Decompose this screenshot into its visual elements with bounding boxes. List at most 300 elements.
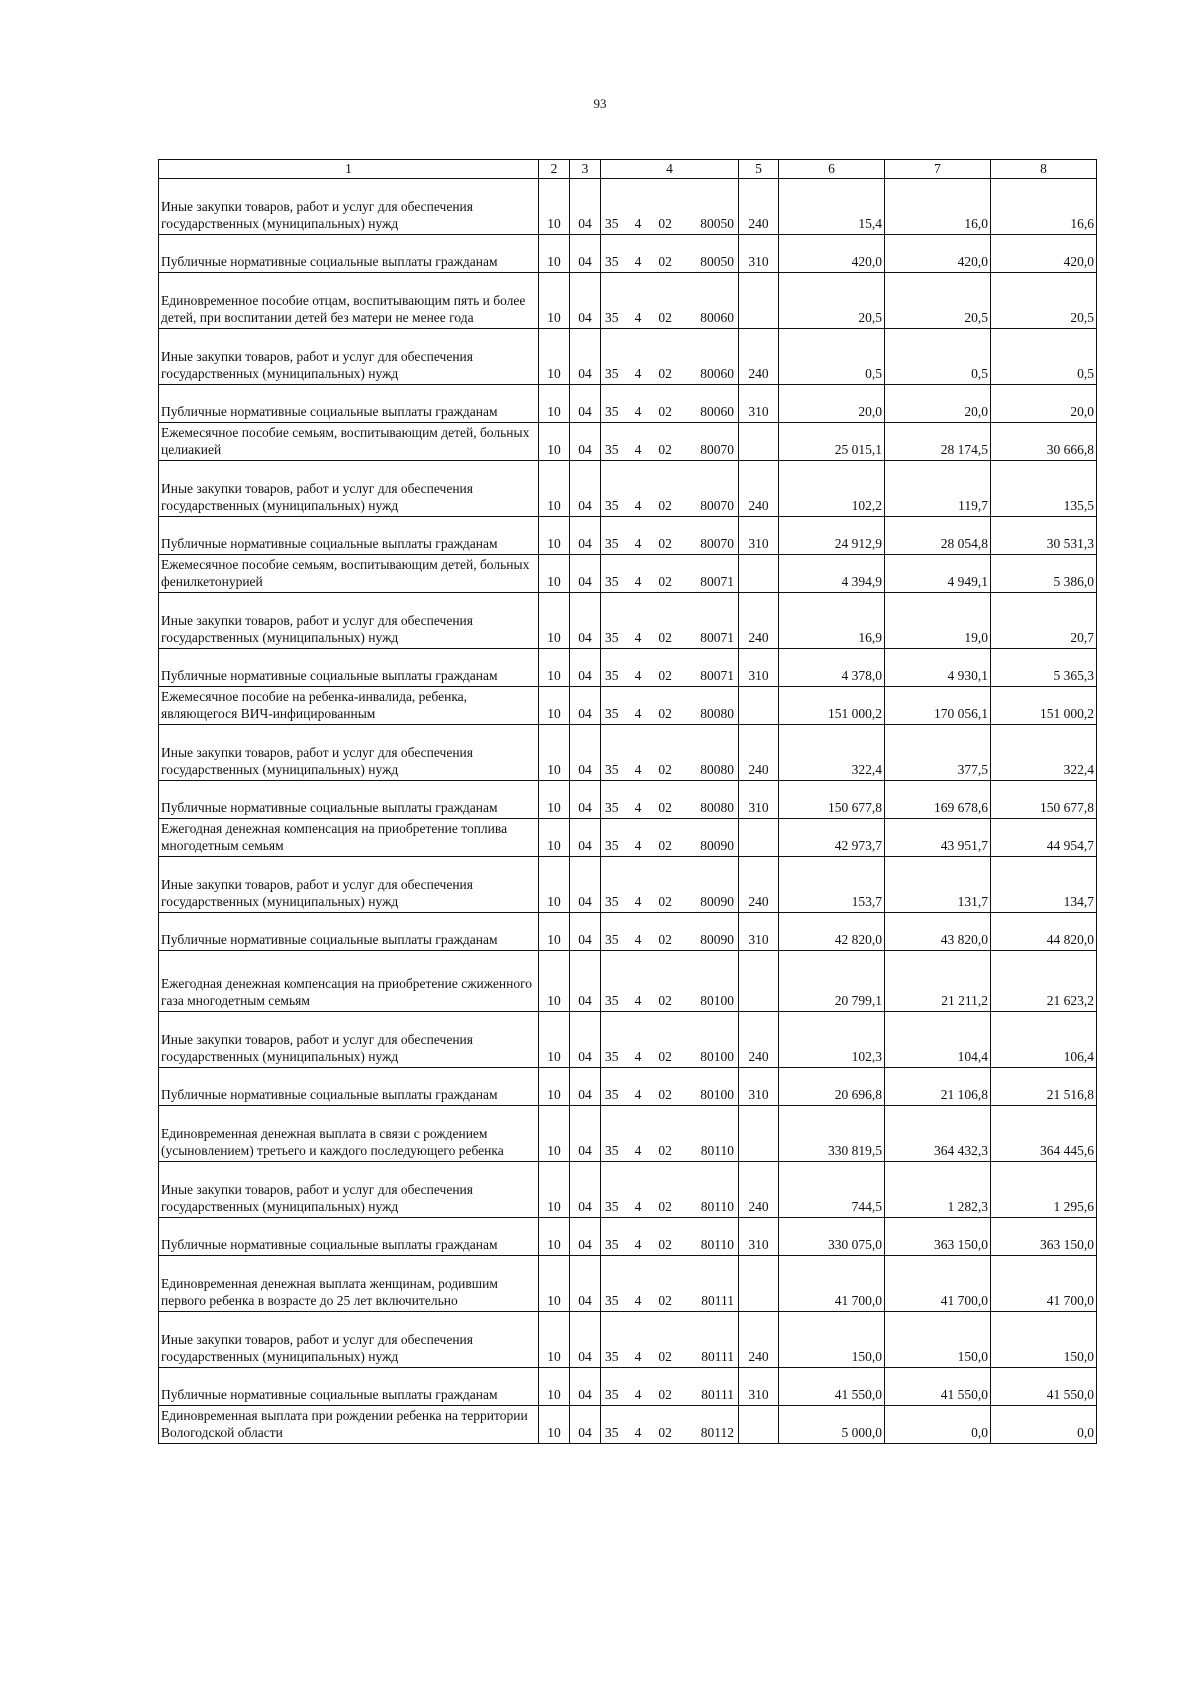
code-part-subprogram: 02 [658, 706, 672, 722]
amount-year1-cell: 41 550,0 [779, 1368, 885, 1406]
amount-year3-cell: 150 677,8 [991, 781, 1097, 819]
amount-year3-cell: 5 365,3 [991, 649, 1097, 687]
subsection-cell: 04 [570, 593, 601, 649]
amount-year3-cell: 0,0 [991, 1406, 1097, 1444]
row-name-cell: Иные закупки товаров, работ и услуг для обеспечения государственных (муниципальных) нужд [159, 857, 539, 913]
code-part-type: 4 [634, 838, 642, 854]
code-part-type: 4 [634, 442, 642, 458]
column-header-7: 7 [885, 160, 991, 179]
expense-type-cell [739, 1256, 779, 1312]
code-part-subprogram: 02 [658, 254, 672, 270]
amount-year3-cell: 150,0 [991, 1312, 1097, 1368]
column-header-8: 8 [991, 160, 1097, 179]
expense-type-cell [739, 555, 779, 593]
target-article-code [605, 404, 734, 421]
target-article-cell [601, 555, 739, 593]
target-article-code [605, 1143, 734, 1160]
section-cell: 10 [539, 819, 570, 857]
target-article-cell [601, 461, 739, 517]
code-part-type: 4 [634, 1293, 642, 1309]
code-part-type: 4 [634, 993, 642, 1009]
subsection-cell: 04 [570, 1256, 601, 1312]
code-part-direction: 80110 [700, 1237, 734, 1253]
table-row [159, 1368, 1097, 1406]
section-cell: 10 [539, 687, 570, 725]
code-part-program: 35 [605, 800, 619, 816]
target-article-code [605, 1049, 734, 1066]
row-name-cell: Публичные нормативные социальные выплаты гражданам [159, 649, 539, 687]
code-part-direction: 80100 [700, 1049, 734, 1065]
target-article-cell [601, 857, 739, 913]
row-name-cell: Ежегодная денежная компенсация на приобретение топлива многодетным семьям [159, 819, 539, 857]
expense-type-cell [739, 687, 779, 725]
subsection-cell: 04 [570, 1068, 601, 1106]
target-article-code [605, 310, 734, 327]
amount-year1-cell: 102,3 [779, 1012, 885, 1068]
row-name-cell: Иные закупки товаров, работ и услуг для обеспечения государственных (муниципальных) нужд [159, 1162, 539, 1218]
expense-type-cell: 240 [739, 725, 779, 781]
section-cell: 10 [539, 857, 570, 913]
section-cell: 10 [539, 385, 570, 423]
table-row [159, 857, 1097, 913]
expense-type-cell: 310 [739, 1368, 779, 1406]
target-article-cell [601, 235, 739, 273]
amount-year3-cell: 44 954,7 [991, 819, 1097, 857]
section-cell: 10 [539, 1218, 570, 1256]
target-article-cell [601, 517, 739, 555]
amount-year3-cell: 420,0 [991, 235, 1097, 273]
amount-year1-cell: 150,0 [779, 1312, 885, 1368]
table-row [159, 913, 1097, 951]
amount-year1-cell: 42 820,0 [779, 913, 885, 951]
code-part-subprogram: 02 [658, 498, 672, 514]
target-article-cell [601, 687, 739, 725]
code-part-program: 35 [605, 762, 619, 778]
row-name-cell: Иные закупки товаров, работ и услуг для обеспечения государственных (муниципальных) нужд [159, 461, 539, 517]
amount-year1-cell: 4 394,9 [779, 555, 885, 593]
section-cell: 10 [539, 725, 570, 781]
amount-year1-cell: 330 075,0 [779, 1218, 885, 1256]
subsection-cell: 04 [570, 1106, 601, 1162]
expense-type-cell: 240 [739, 1312, 779, 1368]
table-row [159, 329, 1097, 385]
expense-type-cell [739, 423, 779, 461]
code-part-direction: 80071 [700, 630, 734, 646]
code-part-program: 35 [605, 1143, 619, 1159]
code-part-type: 4 [634, 762, 642, 778]
code-part-subprogram: 02 [658, 366, 672, 382]
code-part-subprogram: 02 [658, 993, 672, 1009]
amount-year2-cell: 41 550,0 [885, 1368, 991, 1406]
subsection-cell: 04 [570, 423, 601, 461]
amount-year2-cell: 0,5 [885, 329, 991, 385]
amount-year3-cell: 151 000,2 [991, 687, 1097, 725]
code-part-direction: 80071 [700, 668, 734, 684]
code-part-type: 4 [634, 1349, 642, 1365]
row-name-cell: Публичные нормативные социальные выплаты гражданам [159, 385, 539, 423]
code-part-program: 35 [605, 1087, 619, 1103]
code-part-type: 4 [634, 1199, 642, 1215]
code-part-subprogram: 02 [658, 1387, 672, 1403]
subsection-cell: 04 [570, 1012, 601, 1068]
code-part-subprogram: 02 [658, 442, 672, 458]
column-header-5: 5 [739, 160, 779, 179]
row-name-cell: Публичные нормативные социальные выплаты гражданам [159, 1368, 539, 1406]
target-article-code [605, 932, 734, 949]
target-article-code [605, 1387, 734, 1404]
amount-year2-cell: 41 700,0 [885, 1256, 991, 1312]
code-part-type: 4 [634, 366, 642, 382]
amount-year2-cell: 20,0 [885, 385, 991, 423]
expense-type-cell: 240 [739, 1012, 779, 1068]
target-article-cell [601, 423, 739, 461]
table-row [159, 1068, 1097, 1106]
table-row [159, 781, 1097, 819]
code-part-direction: 80050 [700, 254, 734, 270]
amount-year1-cell: 15,4 [779, 179, 885, 235]
code-part-subprogram: 02 [658, 1349, 672, 1365]
target-article-cell [601, 1368, 739, 1406]
target-article-code [605, 254, 734, 271]
target-article-cell [601, 1162, 739, 1218]
subsection-cell: 04 [570, 819, 601, 857]
code-part-type: 4 [634, 536, 642, 552]
code-part-subprogram: 02 [658, 574, 672, 590]
amount-year1-cell: 25 015,1 [779, 423, 885, 461]
subsection-cell: 04 [570, 461, 601, 517]
code-part-program: 35 [605, 706, 619, 722]
subsection-cell: 04 [570, 1368, 601, 1406]
amount-year1-cell: 16,9 [779, 593, 885, 649]
code-part-direction: 80080 [700, 706, 734, 722]
code-part-type: 4 [634, 1425, 642, 1441]
amount-year1-cell: 744,5 [779, 1162, 885, 1218]
row-name-cell: Иные закупки товаров, работ и услуг для обеспечения государственных (муниципальных) нужд [159, 1012, 539, 1068]
code-part-subprogram: 02 [658, 838, 672, 854]
amount-year3-cell: 41 700,0 [991, 1256, 1097, 1312]
amount-year2-cell: 43 820,0 [885, 913, 991, 951]
table-row [159, 1012, 1097, 1068]
table-row [159, 235, 1097, 273]
code-part-subprogram: 02 [658, 1049, 672, 1065]
code-part-program: 35 [605, 1237, 619, 1253]
expense-type-cell: 310 [739, 517, 779, 555]
code-part-subprogram: 02 [658, 216, 672, 232]
amount-year3-cell: 21 623,2 [991, 951, 1097, 1012]
code-part-subprogram: 02 [658, 1425, 672, 1441]
code-part-direction: 80070 [700, 536, 734, 552]
section-cell: 10 [539, 1368, 570, 1406]
amount-year2-cell: 377,5 [885, 725, 991, 781]
expense-type-cell: 310 [739, 781, 779, 819]
row-name-cell: Единовременная денежная выплата в связи с рождением (усыновлением) третьего и каждого последующего ребенка [159, 1106, 539, 1162]
target-article-code [605, 800, 734, 817]
row-name-cell: Иные закупки товаров, работ и услуг для обеспечения государственных (муниципальных) нужд [159, 179, 539, 235]
amount-year3-cell: 20,5 [991, 273, 1097, 329]
section-cell: 10 [539, 235, 570, 273]
code-part-type: 4 [634, 404, 642, 420]
amount-year1-cell: 330 819,5 [779, 1106, 885, 1162]
target-article-code [605, 216, 734, 233]
code-part-program: 35 [605, 1425, 619, 1441]
target-article-code [605, 668, 734, 685]
amount-year2-cell: 169 678,6 [885, 781, 991, 819]
code-part-program: 35 [605, 216, 619, 232]
amount-year3-cell: 41 550,0 [991, 1368, 1097, 1406]
target-article-code [605, 1425, 734, 1442]
code-part-program: 35 [605, 932, 619, 948]
row-name-cell: Ежемесячное пособие на ребенка-инвалида, ребенка, являющегося ВИЧ-инфицированным [159, 687, 539, 725]
amount-year2-cell: 21 211,2 [885, 951, 991, 1012]
target-article-code [605, 1293, 734, 1310]
target-article-cell [601, 1106, 739, 1162]
expense-type-cell: 310 [739, 1218, 779, 1256]
column-header-2: 2 [539, 160, 570, 179]
subsection-cell: 04 [570, 1406, 601, 1444]
target-article-code [605, 1087, 734, 1104]
code-part-direction: 80070 [700, 498, 734, 514]
table-row [159, 687, 1097, 725]
target-article-code [605, 1349, 734, 1366]
expense-type-cell: 310 [739, 385, 779, 423]
row-name-cell: Ежемесячное пособие семьям, воспитывающим детей, больных целиакией [159, 423, 539, 461]
code-part-program: 35 [605, 894, 619, 910]
code-part-type: 4 [634, 1387, 642, 1403]
section-cell: 10 [539, 1162, 570, 1218]
amount-year3-cell: 322,4 [991, 725, 1097, 781]
column-header-6: 6 [779, 160, 885, 179]
amount-year2-cell: 364 432,3 [885, 1106, 991, 1162]
target-article-cell [601, 1312, 739, 1368]
amount-year1-cell: 153,7 [779, 857, 885, 913]
row-name-cell: Иные закупки товаров, работ и услуг для обеспечения государственных (муниципальных) нужд [159, 593, 539, 649]
code-part-type: 4 [634, 1237, 642, 1253]
column-number-row [159, 160, 1097, 179]
code-part-type: 4 [634, 706, 642, 722]
table-row [159, 593, 1097, 649]
target-article-cell [601, 781, 739, 819]
code-part-subprogram: 02 [658, 1143, 672, 1159]
code-part-direction: 80060 [700, 404, 734, 420]
subsection-cell: 04 [570, 781, 601, 819]
target-article-code [605, 574, 734, 591]
row-name-cell: Ежегодная денежная компенсация на приобретение сжиженного газа многодетным семьям [159, 951, 539, 1012]
table-row [159, 1162, 1097, 1218]
code-part-direction: 80071 [700, 574, 734, 590]
target-article-cell [601, 1218, 739, 1256]
section-cell: 10 [539, 517, 570, 555]
budget-table [158, 159, 1097, 1444]
target-article-cell [601, 649, 739, 687]
target-article-code [605, 498, 734, 515]
table-row [159, 273, 1097, 329]
table-row [159, 819, 1097, 857]
row-name-cell: Публичные нормативные социальные выплаты гражданам [159, 913, 539, 951]
amount-year1-cell: 151 000,2 [779, 687, 885, 725]
section-cell: 10 [539, 913, 570, 951]
row-name-cell: Публичные нормативные социальные выплаты гражданам [159, 1068, 539, 1106]
amount-year1-cell: 420,0 [779, 235, 885, 273]
expense-type-cell: 240 [739, 857, 779, 913]
code-part-program: 35 [605, 536, 619, 552]
code-part-program: 35 [605, 498, 619, 514]
target-article-cell [601, 1012, 739, 1068]
code-part-type: 4 [634, 894, 642, 910]
target-article-code [605, 630, 734, 647]
subsection-cell: 04 [570, 329, 601, 385]
amount-year2-cell: 28 054,8 [885, 517, 991, 555]
amount-year3-cell: 1 295,6 [991, 1162, 1097, 1218]
subsection-cell: 04 [570, 1218, 601, 1256]
subsection-cell: 04 [570, 649, 601, 687]
code-part-direction: 80080 [700, 762, 734, 778]
target-article-cell [601, 593, 739, 649]
subsection-cell: 04 [570, 555, 601, 593]
amount-year2-cell: 43 951,7 [885, 819, 991, 857]
code-part-program: 35 [605, 254, 619, 270]
code-part-direction: 80112 [700, 1425, 734, 1441]
expense-type-cell [739, 273, 779, 329]
amount-year1-cell: 20 799,1 [779, 951, 885, 1012]
target-article-code [605, 536, 734, 553]
amount-year2-cell: 4 949,1 [885, 555, 991, 593]
amount-year3-cell: 106,4 [991, 1012, 1097, 1068]
code-part-type: 4 [634, 498, 642, 514]
code-part-subprogram: 02 [658, 1293, 672, 1309]
target-article-cell [601, 1068, 739, 1106]
section-cell: 10 [539, 1012, 570, 1068]
target-article-cell [601, 951, 739, 1012]
expense-type-cell [739, 1406, 779, 1444]
table-row [159, 1218, 1097, 1256]
section-cell: 10 [539, 461, 570, 517]
row-name-cell: Единовременная денежная выплата женщинам, родившим первого ребенка в возрасте до 25 лет включительно [159, 1256, 539, 1312]
target-article-code [605, 706, 734, 723]
column-header-1: 1 [159, 160, 539, 179]
table-row [159, 179, 1097, 235]
code-part-subprogram: 02 [658, 404, 672, 420]
code-part-program: 35 [605, 404, 619, 420]
code-part-subprogram: 02 [658, 932, 672, 948]
expense-type-cell [739, 819, 779, 857]
subsection-cell: 04 [570, 951, 601, 1012]
subsection-cell: 04 [570, 273, 601, 329]
target-article-cell [601, 179, 739, 235]
code-part-subprogram: 02 [658, 1199, 672, 1215]
table-row [159, 649, 1097, 687]
amount-year3-cell: 30 531,3 [991, 517, 1097, 555]
code-part-subprogram: 02 [658, 1087, 672, 1103]
section-cell: 10 [539, 555, 570, 593]
section-cell: 10 [539, 1406, 570, 1444]
amount-year2-cell: 170 056,1 [885, 687, 991, 725]
row-name-cell: Публичные нормативные социальные выплаты гражданам [159, 235, 539, 273]
code-part-direction: 80111 [701, 1293, 734, 1309]
amount-year2-cell: 131,7 [885, 857, 991, 913]
code-part-type: 4 [634, 216, 642, 232]
amount-year3-cell: 0,5 [991, 329, 1097, 385]
amount-year1-cell: 20,5 [779, 273, 885, 329]
expense-type-cell: 310 [739, 913, 779, 951]
amount-year3-cell: 135,5 [991, 461, 1097, 517]
code-part-type: 4 [634, 254, 642, 270]
code-part-subprogram: 02 [658, 800, 672, 816]
code-part-type: 4 [634, 668, 642, 684]
expense-type-cell: 240 [739, 329, 779, 385]
amount-year3-cell: 21 516,8 [991, 1068, 1097, 1106]
code-part-subprogram: 02 [658, 762, 672, 778]
expense-type-cell: 240 [739, 1162, 779, 1218]
target-article-code [605, 1237, 734, 1254]
code-part-type: 4 [634, 1087, 642, 1103]
amount-year1-cell: 0,5 [779, 329, 885, 385]
code-part-direction: 80110 [700, 1143, 734, 1159]
subsection-cell: 04 [570, 517, 601, 555]
column-header-4: 4 [601, 160, 739, 179]
amount-year1-cell: 102,2 [779, 461, 885, 517]
target-article-cell [601, 913, 739, 951]
code-part-direction: 80060 [700, 310, 734, 326]
amount-year3-cell: 134,7 [991, 857, 1097, 913]
code-part-direction: 80060 [700, 366, 734, 382]
code-part-direction: 80080 [700, 800, 734, 816]
section-cell: 10 [539, 179, 570, 235]
target-article-code [605, 366, 734, 383]
section-cell: 10 [539, 1256, 570, 1312]
code-part-program: 35 [605, 310, 619, 326]
amount-year3-cell: 20,0 [991, 385, 1097, 423]
row-name-cell: Иные закупки товаров, работ и услуг для обеспечения государственных (муниципальных) нужд [159, 329, 539, 385]
amount-year1-cell: 4 378,0 [779, 649, 885, 687]
code-part-program: 35 [605, 993, 619, 1009]
code-part-program: 35 [605, 1349, 619, 1365]
code-part-subprogram: 02 [658, 668, 672, 684]
row-name-cell: Публичные нормативные социальные выплаты гражданам [159, 1218, 539, 1256]
code-part-program: 35 [605, 574, 619, 590]
amount-year3-cell: 44 820,0 [991, 913, 1097, 951]
code-part-direction: 80111 [701, 1349, 734, 1365]
target-article-cell [601, 329, 739, 385]
subsection-cell: 04 [570, 1312, 601, 1368]
amount-year1-cell: 150 677,8 [779, 781, 885, 819]
code-part-program: 35 [605, 1293, 619, 1309]
amount-year2-cell: 16,0 [885, 179, 991, 235]
table-row [159, 423, 1097, 461]
amount-year2-cell: 1 282,3 [885, 1162, 991, 1218]
code-part-direction: 80070 [700, 442, 734, 458]
section-cell: 10 [539, 1312, 570, 1368]
table-row [159, 461, 1097, 517]
code-part-program: 35 [605, 630, 619, 646]
code-part-program: 35 [605, 366, 619, 382]
amount-year2-cell: 420,0 [885, 235, 991, 273]
amount-year2-cell: 21 106,8 [885, 1068, 991, 1106]
code-part-direction: 80110 [700, 1199, 734, 1215]
amount-year1-cell: 322,4 [779, 725, 885, 781]
target-article-cell [601, 273, 739, 329]
code-part-type: 4 [634, 1049, 642, 1065]
target-article-cell [601, 1256, 739, 1312]
subsection-cell: 04 [570, 385, 601, 423]
section-cell: 10 [539, 273, 570, 329]
section-cell: 10 [539, 423, 570, 461]
code-part-program: 35 [605, 442, 619, 458]
code-part-subprogram: 02 [658, 630, 672, 646]
code-part-program: 35 [605, 1387, 619, 1403]
amount-year2-cell: 150,0 [885, 1312, 991, 1368]
target-article-cell [601, 385, 739, 423]
code-part-type: 4 [634, 310, 642, 326]
